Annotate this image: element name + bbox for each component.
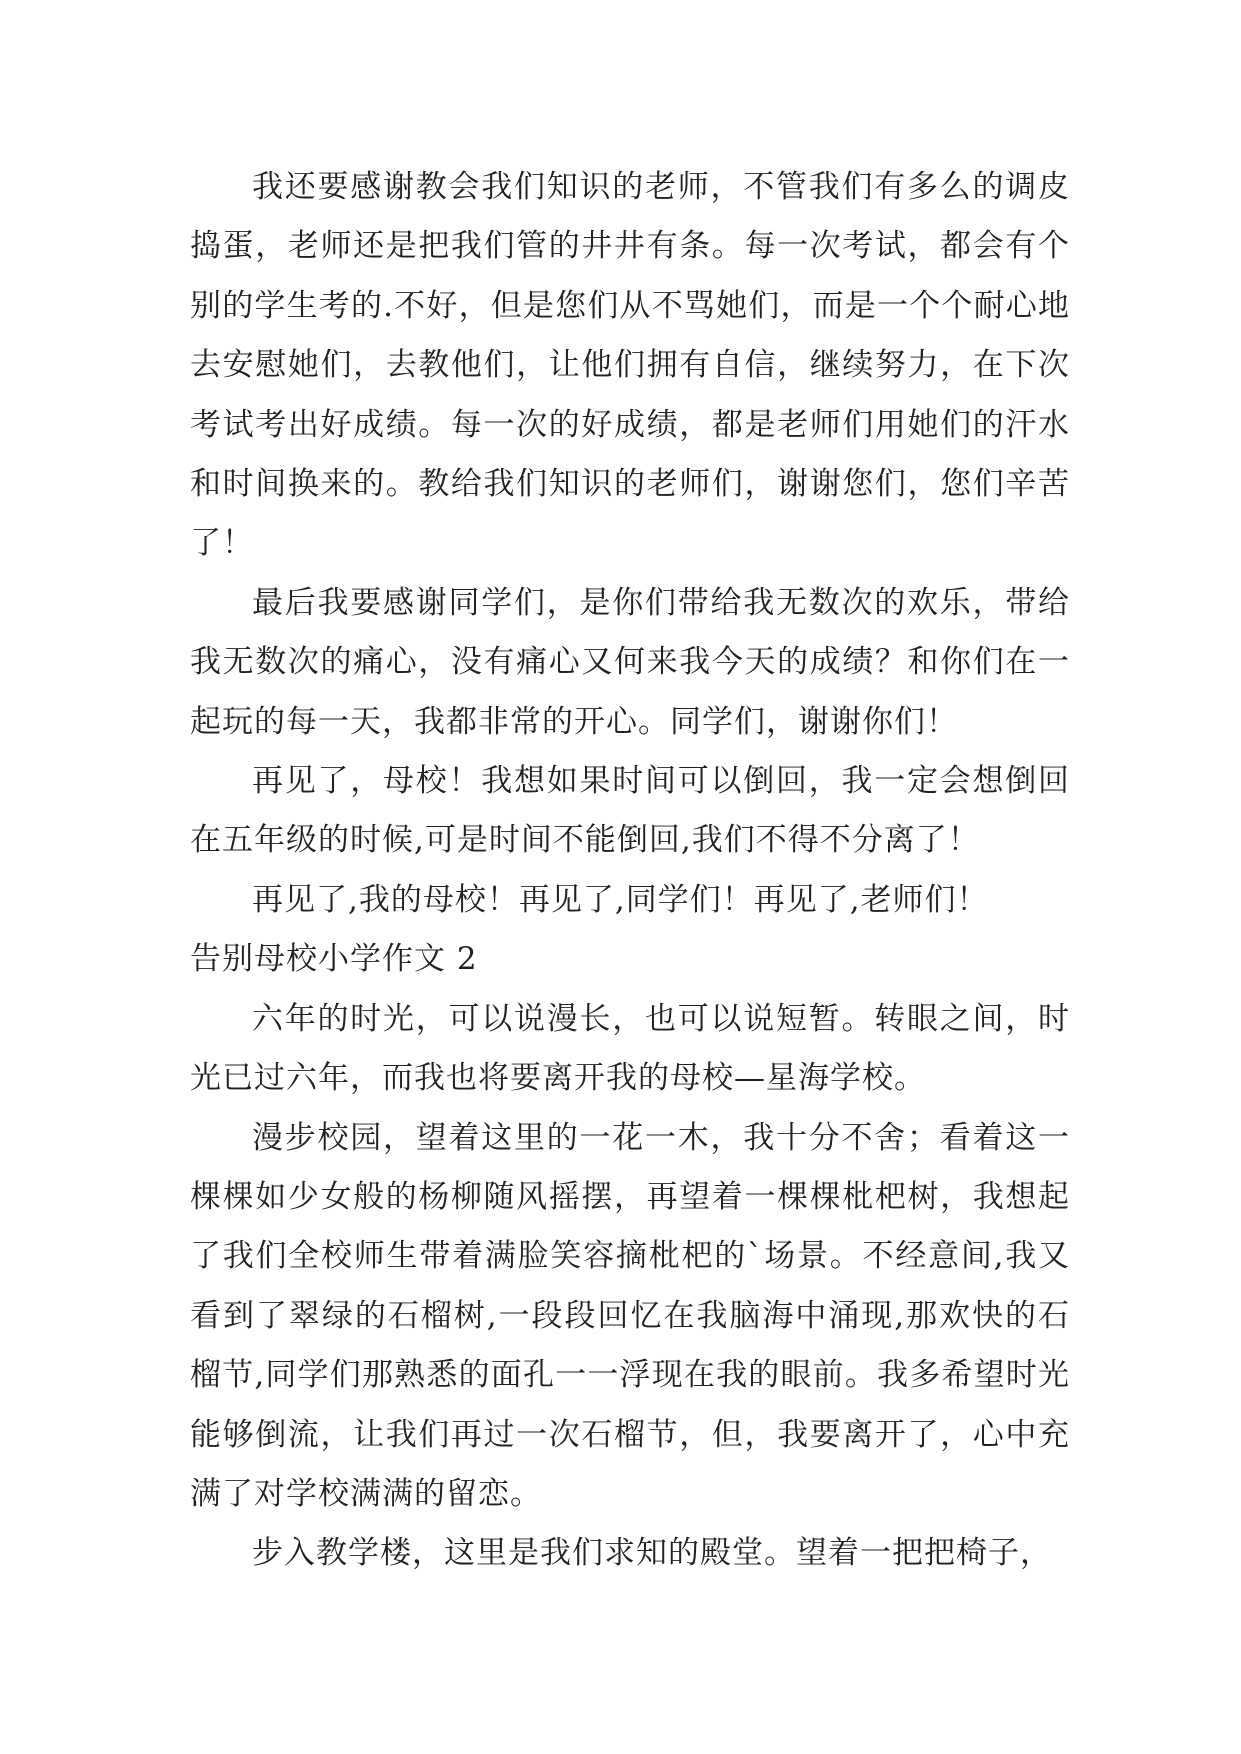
paragraph-thanks-teachers: 我还要感谢教会我们知识的老师，不管我们有多么的调皮捣蛋，老师还是把我们管的井井有条。每一次考试，都会有个别的学生考的.不好，但是您们从不骂她们，而是一个个耐心地去安慰她们，去教他们，让他们拥有自信，继续努力，在下次考试考出好成绩。每一次的好成绩，都是老师们用她们的汗水和时间换来的。教给我们知识的老师们，谢谢您们，您们辛苦了！ (190, 169, 1070, 562)
paragraph-teaching-building: 步入教学楼，这里是我们求知的殿堂。望着一把把椅子， (252, 1535, 1052, 1572)
document-body (190, 158, 1070, 1584)
paragraph-goodbye-school: 再见了，母校！我想如果时间可以倒回，我一定会想倒回在五年级的时候,可是时间不能倒回,我们不得不分离了！ (190, 763, 1070, 859)
paragraph-campus-walk: 漫步校园，望着这里的一花一木，我十分不舍；看着这一棵棵如少女般的杨柳随风摇摆，再望着一棵棵枇杷树，我想起了我们全校师生带着满脸笑容摘枇杷的`场景。不经意间,我又看到了翠绿的石榴树,一段段回忆在我脑海中涌现,那欢快的石榴节,同学们那熟悉的面孔一一浮现在我的眼前。我多希望时光能够倒流，让我们再过一次石榴节，但，我要离开了，心中充满了对学校满满的留恋。 (190, 1119, 1070, 1512)
paragraph-six-years: 六年的时光，可以说漫长，也可以说短暂。转眼之间，时光已过六年，而我也将要离开我的母校—星海学校。 (190, 1000, 1070, 1097)
paragraph-thanks-classmates: 最后我要感谢同学们，是你们带给我无数次的欢乐，带给我无数次的痛心，没有痛心又何来我今天的成绩？和你们在一起玩的每一天，我都非常的开心。同学们，谢谢你们！ (190, 584, 1070, 740)
paragraph-farewell: 再见了,我的母校！再见了,同学们！再见了,老师们！ (252, 881, 989, 918)
essay-title: 告别母校小学作文 2 (190, 941, 478, 978)
